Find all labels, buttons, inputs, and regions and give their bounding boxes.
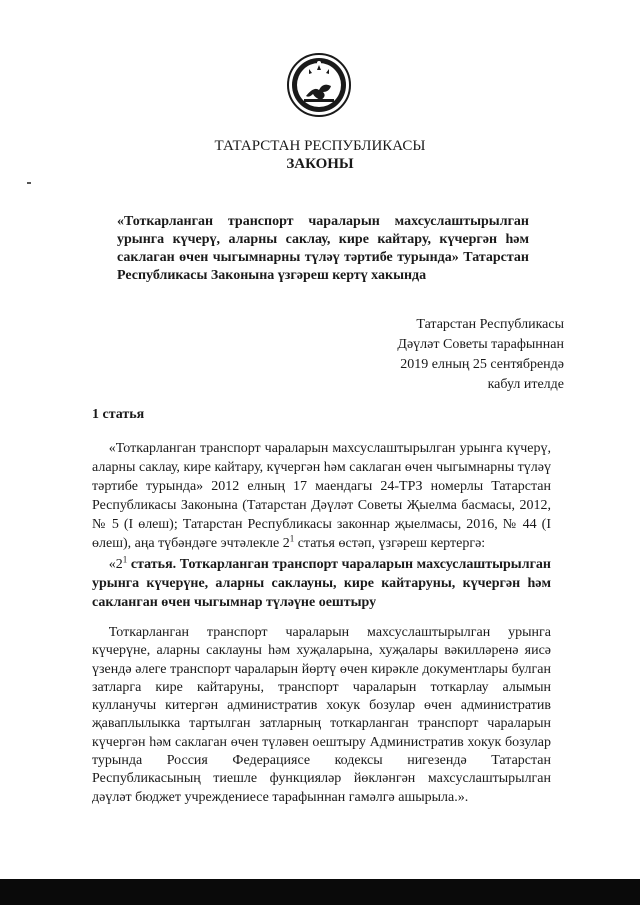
adoption-line-3: 2019 елның 25 сентябрендә: [400, 357, 564, 372]
law-title: «Тоткарланган транспорт чараларын махсуслаштырылган урынга күчерү, аларны саклау, кире кайтару, күчергән һәм саклаган өчен чыгымнарны түләү тәртибе турында» Татарстан Республикасы Законына үзгәреш кертү хакында: [117, 214, 529, 283]
tatarstan-emblem-icon: [286, 52, 352, 118]
paragraph-1-tail: статья өстәп, үзгәреш кертергә:: [294, 536, 486, 551]
scan-bottom-bar: [0, 879, 640, 905]
paragraph-3: Тоткарланган транспорт чараларын махсуслаштырылган урынга күчерүне, аларны саклауны һәм хуҗаларына, хуҗалары вәкилләренә яисә үзендә әлеге транспорт чараларын йөртү өчен кирәкле документлары булган затларга кире кайтаруны, транспорт чараларын тоткарлау алымын кулланучы китергән административ хокук бозулар өчен административ җаваплылыкка тартылган затларның тоткарланган транспорт чараларын күчергән һәм саклаган өчен түләвен оештыру Административ хокук бозулар турында Россия Федерациясе кодексы нигезендә Татарстан Республикасының тиешле функцияләр йөкләнгән махсуслаштырылган дәүләт бюджет учреждениесе тарафыннан гамәлгә ашырыла.».: [92, 625, 551, 805]
header-republic: ТАТАРСТАН РЕСПУБЛИКАСЫ: [214, 138, 426, 154]
paragraph-1: [92, 439, 551, 553]
article-number-sup: 1: [122, 554, 128, 565]
article-1-heading: 1 статья: [92, 407, 145, 422]
adoption-line-4: кабул ителде: [487, 377, 564, 392]
paragraph-1-sup: 1: [289, 533, 295, 544]
adoption-line-2: Дәүләт Советы тарафыннан: [397, 337, 564, 352]
adoption-line-1: Татарстан Республикасы: [416, 317, 564, 332]
paragraph-2: [92, 555, 551, 612]
paragraph-1-text: «Тоткарланган транспорт чараларын махсуслаштырылган урынга күчерү, аларны саклау, кире кайтару, күчергән һәм саклаган өчен чыгымнарны түләү тәртибе турында» 2012 елның 17 маендагы 24-ТРЗ номерлы Татарстан Республикасы Законына (Татарстан Дәүләт Советы Җыелма басмасы, 2012, № 5 (I өлеш); Татарстан Республикасы законнар җыелмасы, 2016, № 44 (I өлеш), аңа түбәндәге эчтәлекле 2: [92, 441, 551, 551]
article-heading: Тоткарланган транспорт чараларын махсуслаштырылган урынга күчерүне, аларны саклауны, кире кайтаруны, күчергән һәм сакланган өчен чыгымнар түләүне оештыру: [92, 557, 551, 610]
adoption-block: [324, 315, 564, 395]
scan-speck: [27, 182, 31, 184]
header-law: ЗАКОНЫ: [286, 156, 354, 172]
article-number-open: «2: [108, 557, 123, 572]
article-label: статья.: [127, 557, 177, 572]
